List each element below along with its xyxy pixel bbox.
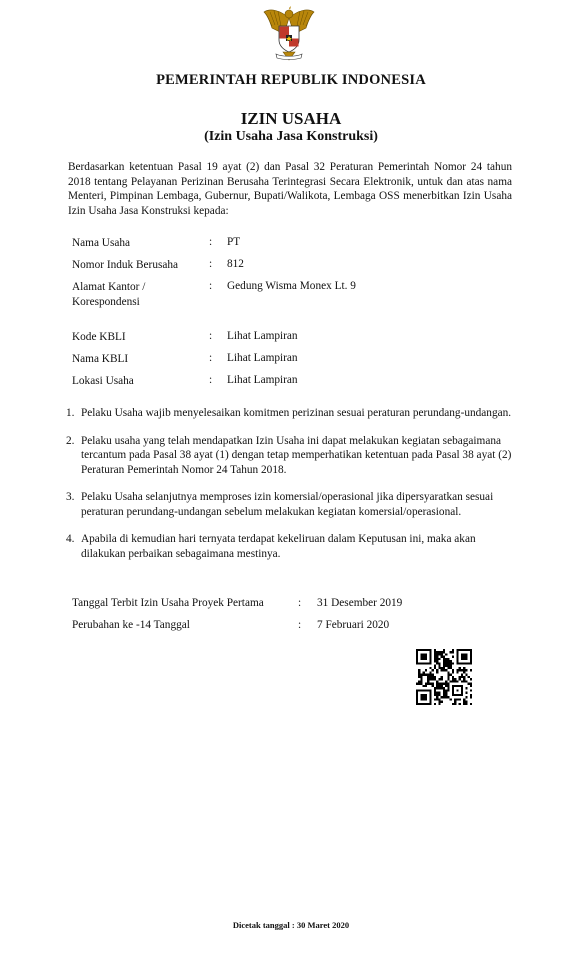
- field-value: Gedung Wisma Monex Lt. 9: [227, 280, 356, 292]
- field-value: Lihat Lampiran: [227, 374, 298, 386]
- term-item: [66, 490, 514, 519]
- field-row-nama-kbli: [72, 352, 512, 374]
- field-value: 812: [227, 258, 244, 270]
- term-number: 3.: [66, 491, 75, 503]
- term-number: 4.: [66, 533, 75, 545]
- field-separator: :: [209, 280, 213, 292]
- field-row-nib: [72, 258, 512, 280]
- field-label-line: Alamat Kantor /: [72, 281, 146, 293]
- date-value: 7 Februari 2020: [317, 619, 390, 631]
- field-label-line: Korespondensi: [72, 295, 140, 308]
- field-label: Nomor Induk Berusaha: [72, 259, 179, 271]
- date-label: Perubahan ke -14 Tanggal: [72, 619, 190, 631]
- date-value: 31 Desember 2019: [317, 597, 403, 609]
- field-label: Kode KBLI: [72, 331, 126, 343]
- term-text: Apabila di kemudian hari ternyata terdapat kekeliruan dalam Keputusan ini, maka akan dilakukan perbaikan sebagaimana mestinya.: [81, 533, 476, 560]
- field-row-lokasi: [72, 374, 512, 396]
- field-row-kode-kbli: [72, 330, 512, 352]
- business-details: [72, 236, 512, 396]
- qr-code-icon: [416, 649, 472, 705]
- date-label: Tanggal Terbit Izin Usaha Proyek Pertama: [72, 597, 264, 609]
- term-number: 1.: [66, 407, 75, 419]
- field-value: Lihat Lampiran: [227, 330, 298, 342]
- government-title: PEMERINTAH REPUBLIK INDONESIA: [156, 72, 426, 88]
- document-subtitle: (Izin Usaha Jasa Konstruksi): [204, 129, 378, 144]
- field-row-alamat: [72, 280, 512, 330]
- term-text: Pelaku Usaha wajib menyelesaikan komitmen perizinan sesuai peraturan perundang-undangan.: [81, 407, 512, 419]
- date-separator: :: [298, 597, 302, 609]
- field-value: Lihat Lampiran: [227, 352, 298, 364]
- date-separator: :: [298, 619, 302, 631]
- field-label: [72, 280, 202, 309]
- terms-list: [66, 406, 514, 574]
- intro-paragraph: Berdasarkan ketentuan Pasal 19 ayat (2) dan Pasal 32 Peraturan Pemerintah Nomor 24 tahun 2018 tentang Pelayanan Perizinan Berusaha Terintegrasi Secara Elektronik, untuk dan atas nama Menteri, Pimpinan Lembaga, Gubernur, Bupati/Walikota, Lembaga OSS menerbitkan Izin Usaha Izin Usaha Jasa Konstruksi kepada:: [68, 161, 512, 217]
- date-row-terbit: [72, 597, 512, 619]
- term-item: [66, 434, 514, 478]
- issue-dates: [72, 597, 512, 641]
- field-separator: :: [209, 236, 213, 248]
- term-item: [66, 406, 514, 421]
- field-label: Lokasi Usaha: [72, 375, 134, 387]
- document-title: IZIN USAHA: [240, 109, 342, 128]
- field-separator: :: [209, 352, 213, 364]
- term-text: Pelaku Usaha selanjutnya memproses izin komersial/operasional jika dipersyaratkan sesuai peraturan perundang-undangan sebelum melakukan kegiatan komersial/operasional.: [81, 491, 494, 518]
- field-label: Nama Usaha: [72, 237, 131, 249]
- field-row-nama-usaha: [72, 236, 512, 258]
- printed-date: Dicetak tanggal : 30 Maret 2020: [232, 920, 350, 930]
- garuda-emblem-icon: [258, 4, 320, 66]
- field-label: Nama KBLI: [72, 353, 129, 365]
- term-text: Pelaku usaha yang telah mendapatkan Izin Usaha ini dapat melakukan kegiatan sebagaimana tercantum pada Pasal 38 ayat (1) dengan tetap memperhatikan ketentuan pada Pasal 38 ayat (2) Peraturan Pemerintah Nomor 24 Tahun 2018.: [81, 434, 512, 476]
- term-number: 2.: [66, 434, 75, 447]
- field-separator: :: [209, 258, 213, 270]
- term-item: [66, 532, 514, 561]
- date-row-perubahan: [72, 619, 512, 641]
- field-value: PT: [227, 236, 241, 248]
- field-separator: :: [209, 330, 213, 342]
- field-separator: :: [209, 374, 213, 386]
